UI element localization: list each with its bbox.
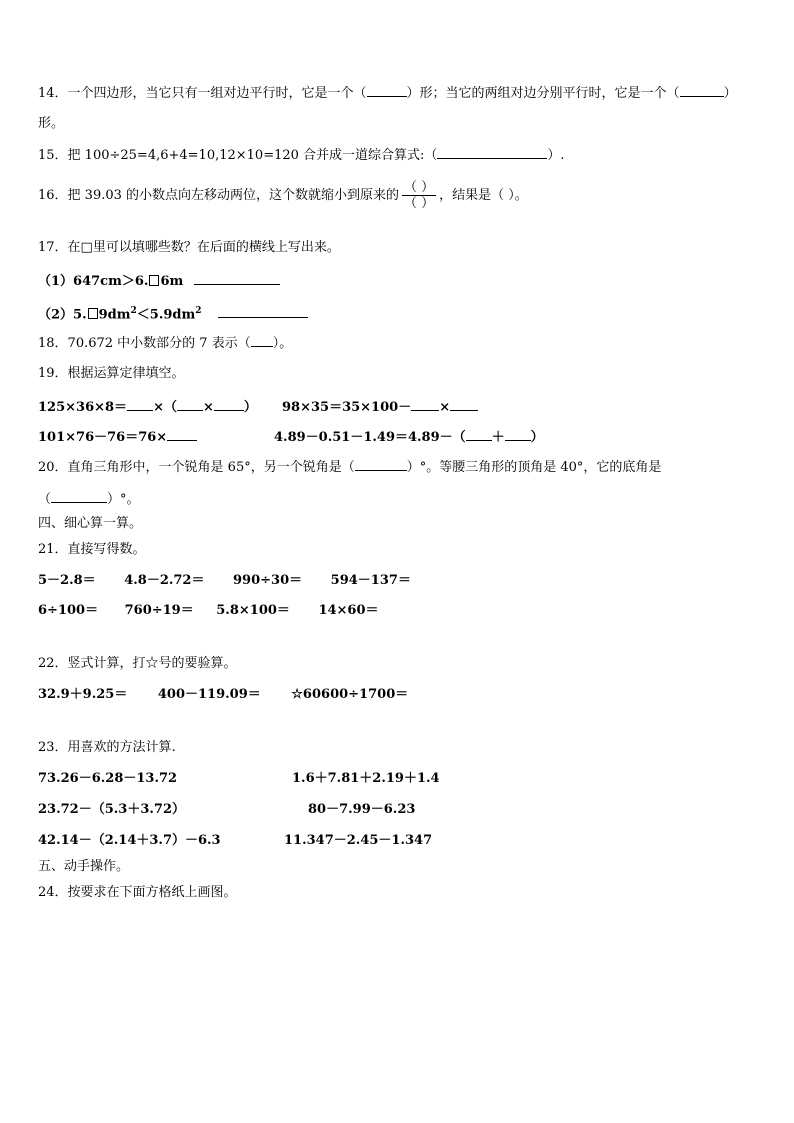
answer-blank[interactable]	[367, 84, 407, 97]
question-14-line1: 14．一个四边形，当它只有一组对边平行时，它是一个（ ）形；当它的两组对边分别平行时，它是一个（ ）	[38, 86, 737, 101]
question-23-left-2: 23.72－（5.3＋3.72）	[38, 802, 185, 817]
problem: 5－2.8＝	[38, 573, 96, 588]
question-23-right-1: 1.6＋7.81＋2.19＋1.4	[292, 771, 440, 786]
fraction	[402, 180, 436, 211]
problem: 990÷30＝	[233, 573, 303, 588]
problem: ☆60600÷1700＝	[291, 687, 409, 702]
answer-blank[interactable]	[505, 428, 531, 441]
answer-blank[interactable]	[194, 272, 280, 285]
answer-blank[interactable]	[218, 305, 308, 318]
problem: 5.8×100＝	[216, 603, 290, 618]
question-24: 24．按要求在下面方格纸上画图。	[38, 885, 237, 900]
question-18: 18．70.672 中小数部分的 7 表示（ ）。	[38, 336, 293, 351]
problem: 32.9＋9.25＝	[38, 687, 128, 702]
question-16: 16．把 39.03 的小数点向左移动两位，这个数就缩小到原来的 $\frac{( )}{( )}$ ，结果是（ ）。	[38, 180, 528, 211]
question-19-row2-right: 4.89－0.51－1.49＝4.89－（ ＋ ）	[274, 430, 544, 445]
question-19-row2-left: 101×76－76＝76×	[38, 428, 197, 446]
answer-blank[interactable]	[466, 428, 492, 441]
answer-blank[interactable]	[355, 458, 407, 471]
question-19-row1-right: 98×35＝35×100－ ×	[282, 398, 478, 416]
problem: 14×60＝	[318, 603, 379, 618]
square-box-icon	[88, 308, 98, 319]
question-15: 15．把 100÷25=4,6+4=10,12×10=120 合并成一道综合算式:（ ）.	[38, 148, 565, 163]
answer-blank[interactable]	[251, 334, 273, 347]
answer-blank[interactable]	[411, 398, 439, 411]
problem: 760÷19＝	[124, 603, 194, 618]
question-14-line2: 形。	[38, 116, 65, 131]
question-23-right-2: 80－7.99－6.23	[308, 802, 416, 817]
question-19-row1-left: 125×36×8＝ ×（ × ）	[38, 400, 257, 415]
answer-blank[interactable]	[177, 398, 203, 411]
section-5-heading: 五、动手操作。	[38, 859, 130, 874]
question-21-title: 21．直接写得数。	[38, 542, 146, 557]
question-20-line2: （ ）°。	[38, 492, 140, 507]
square-box-icon	[149, 275, 159, 286]
question-19-title: 19．根据运算定律填空。	[38, 366, 185, 381]
question-17-title: 17．在□里可以填哪些数？在后面的横线上写出来。	[38, 240, 340, 255]
answer-blank[interactable]	[680, 84, 724, 97]
answer-blank[interactable]	[214, 398, 244, 411]
question-23-left-1: 73.26－6.28－13.72	[38, 771, 178, 786]
question-17-part1: （1）647cm＞6. 6m	[38, 272, 280, 290]
section-4-heading: 四、细心算一算。	[38, 516, 143, 531]
question-21-row2	[38, 603, 379, 619]
answer-blank[interactable]	[450, 398, 478, 411]
question-22-title: 22．竖式计算，打☆号的要验算。	[38, 656, 237, 671]
fraction-numerator[interactable]: （ ）	[404, 180, 435, 195]
question-22-row	[38, 687, 408, 703]
problem: 4.8－2.72＝	[124, 573, 205, 588]
problem: 594－137＝	[330, 573, 411, 588]
answer-blank[interactable]	[437, 146, 547, 159]
question-23-right-3: 11.347－2.45－1.347	[284, 833, 433, 848]
question-20-line1: 20．直角三角形中，一个锐角是 65°，另一个锐角是（ ）°。等腰三角形的顶角是 40°，它的底角是	[38, 460, 662, 475]
answer-blank[interactable]	[167, 428, 197, 441]
question-23-title: 23．用喜欢的方法计算.	[38, 740, 176, 755]
question-21-row1	[38, 573, 411, 589]
question-23-left-3: 42.14－（2.14＋3.7）－6.3	[38, 833, 221, 848]
problem: 400－119.09＝	[157, 687, 261, 702]
answer-blank[interactable]	[127, 398, 153, 411]
fraction-denominator[interactable]: （ ）	[404, 196, 435, 211]
question-17-part2: （2）5. $9dm^2<5.9dm^2$	[38, 303, 308, 323]
answer-blank[interactable]	[51, 490, 107, 503]
problem: 6÷100＝	[38, 603, 99, 618]
